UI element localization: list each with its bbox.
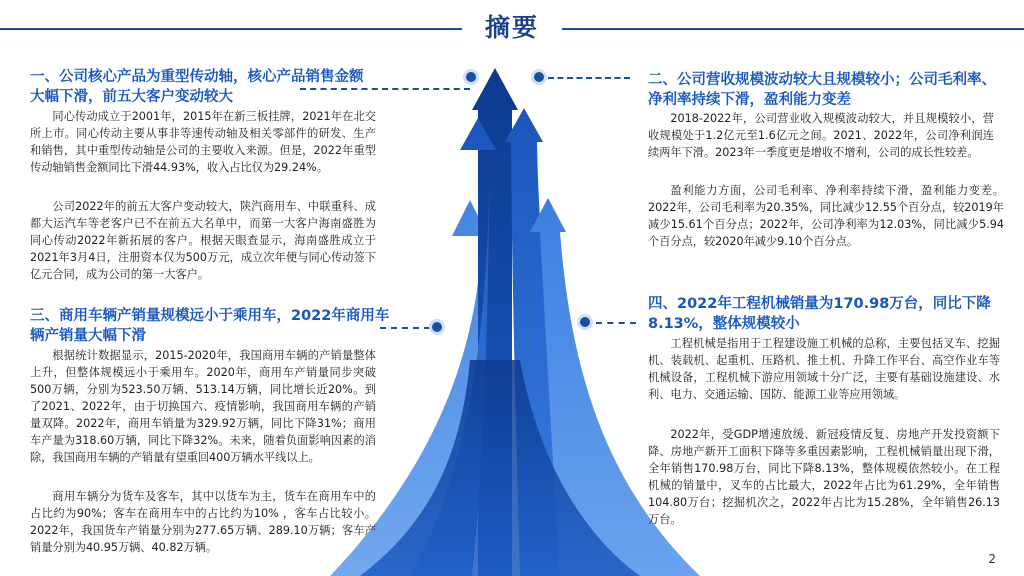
section-1-heading-line-1: 一、公司核心产品为重型传动轴，核心产品销售金额: [30, 69, 364, 85]
section-2-paragraph-2: 盈利能力方面，公司毛利率、净利率持续下滑，盈利能力变差。2022年，公司毛利率为20.35%，同比减少12.55个百分点，较2019年减少15.61个百分点；2022年，公司净利率为12.03%，同比减少5.94个百分点，较2020年减少9.10个百分点。: [648, 184, 1004, 248]
section-1-paragraph-1: 同心传动成立于2001年，2015年在新三板挂牌，2021年在北交所上市。同心传动主要从事非等速传动轴及相关零部件的研发、生产和销售，其中重型传动轴是公司的主要收入来源。但是，2022年重型传动轴销售金额同比下滑44.93%，收入占比仅为29.24%。: [30, 110, 376, 174]
section-3-heading-line-2: 辆产销量大幅下滑: [30, 328, 146, 344]
section-1-heading-line-2: 大幅下滑，前五大客户变动较大: [30, 89, 233, 105]
section-4-paragraph-1: 工程机械是指用于工程建设施工机械的总称，主要包括叉车、挖掘机、装载机、起重机、压路机、推土机、升降工作平台、高空作业车等机械设备，工程机械下游应用领域十分广泛，主要有基础设施建设、水利、电力、交通运输、国防、能源工业等应用领域。: [648, 337, 1000, 401]
connector-dot-2: [534, 72, 544, 82]
section-3-heading: [30, 306, 410, 346]
section-1-paragraph-2: 公司2022年的前五大客户变动较大，陕汽商用车、中联重科、成都大运汽车等老客户已不在前五大名单中，而第一大客户海南盛胜为同心传动2022年新拓展的客户。根据天眼查显示，海南盛胜成立于2021年3月4日，注册资本仅为500万元，成立次年便与同心传动签下亿元合同，成为公司的第一大客户。: [30, 200, 376, 281]
section-2-heading-line-1: 二、公司营收规模波动较大且规模较小；公司毛利率、: [648, 72, 996, 88]
page-number: 2: [988, 552, 996, 566]
page-title: 摘要: [484, 13, 539, 42]
section-4-paragraph-2: 2022年，受GDP增速放缓、新冠疫情反复、房地产开发投资额下降、房地产新开工面积下降等多重因素影响，工程机械销量出现下滑，全年销售170.98万台，同比下降8.13%，整体规模依然较小。在工程机械的销量中，叉车的占比最大，2022年占比为61.29%，全年销售104.80万台；挖掘机次之，2022年占比为15.28%，全年销售26.13万台。: [648, 428, 1000, 526]
connector-dot-1: [466, 72, 476, 82]
connector-line-2: [548, 77, 630, 79]
section-2-heading-line-2: 净利率持续下滑，盈利能力变差: [648, 92, 851, 108]
section-4-heading: [648, 294, 1018, 334]
connector-dot-4: [580, 317, 590, 327]
section-3-paragraph-2: 商用车辆分为货车及客车，其中以货车为主，货车在商用车中的占比约为90%；客车在商用车中的占比约为10% ，客车占比较小。2022年，我国货车产销量分别为277.65万辆、289.10万辆；客车产销量分别为40.95万辆、40.82万辆。: [30, 490, 376, 554]
section-2-heading: [648, 70, 1018, 110]
section-2-paragraph-1: 2018-2022年，公司营业收入规模波动较大，并且规模较小，营收规模处于1.2亿元至1.6亿元之间。2021、2022年，公司净利润连续两年下滑。2023年一季度更是增收不增利，公司的成长性较差。: [648, 112, 994, 159]
connector-line-4: [596, 322, 636, 324]
section-4-heading-line-1: 四、2022年工程机械销量为170.98万台，同比下降: [648, 296, 991, 312]
connector-dot-3: [432, 322, 442, 332]
section-1-heading: [30, 67, 410, 107]
section-3-paragraph-1: 根据统计数据显示，2015-2020年，我国商用车辆的产销量整体上升，但整体规模远小于乘用车。2020年，商用车产销量同步突破500万辆，分别为523.50万辆、513.14万辆，同比增长近20%。到了2021、2022年，由于切换国六、疫情影响，我国商用车辆的产销量双降。2022年，商用车销量为329.92万辆，同比下降31%；商用车产量为318.60万辆，同比下降32%。未来，随着负面影响因素的消除，我国商用车辆的产销量有望重回400万辆水平线以上。: [30, 349, 376, 464]
section-4-heading-line-2: 8.13%，整体规模较小: [648, 316, 800, 332]
section-3-heading-line-1: 三、商用车辆产销量规模远小于乘用车，2022年商用车: [30, 308, 390, 324]
